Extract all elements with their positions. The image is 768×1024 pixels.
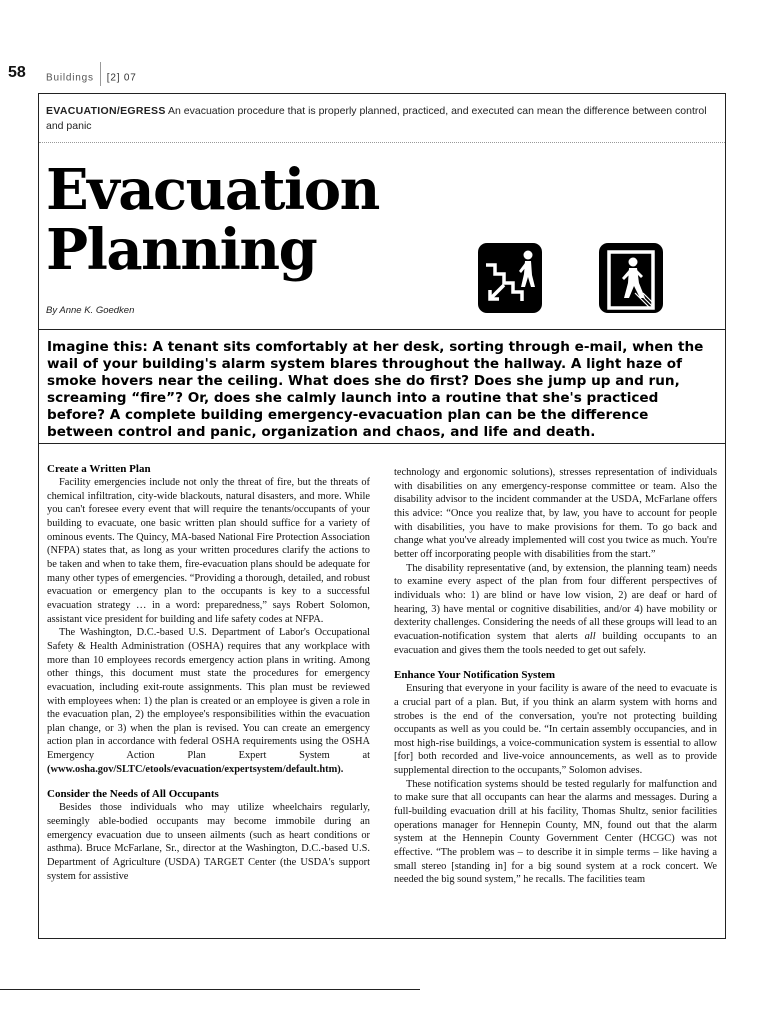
header-divider: [100, 62, 101, 86]
spacer: [394, 657, 717, 668]
intro-top-rule: [39, 329, 725, 330]
right-column: [394, 466, 717, 887]
paragraph: [394, 562, 717, 658]
paragraph: These notification systems should be tested regularly for malfunction and to make sure that all occupants can hear the alarms and messages. During a full-building evacuation drill at his facility, Thomas Shultz, senior facilities operations manager for Hennepin County, MN, found out that the alarm system at the Hennepin County Government Center (HCGC) was not effective. “The problem was – to describe it in simple terms – like having a small stereo [standing in] for a big sound system at a rock concert. We needed the big sound system,” he recalls. The facilities team: [394, 778, 717, 886]
emphasis: all: [584, 630, 596, 642]
title-line-1: Evacuation: [46, 157, 379, 223]
paragraph-text: building occupants to an evacuation and gives them the tools needed to get out safely.: [394, 630, 717, 656]
intro-paragraph: Imagine this: A tenant sits comfortably at her desk, sorting through e-mail, when the wail of your building's alarm system blares throughout the hallway. A light haze of smoke hovers near the ceiling. What does she do first? Does she jump up and run, screaming “fire”? Or, does she calmly launch into a routine that she's practiced before? A complete building emergency-evacuation plan can be the difference between control and panic, organization and chaos, and life and death.: [47, 339, 704, 440]
page-bottom-rule: [0, 989, 420, 990]
left-column: [47, 462, 370, 883]
article-deck: [46, 104, 714, 134]
paragraph-text: The disability representative (and, by extension, the planning team) needs to examine every aspect of the plan from four different perspectives of individuals who: 1) are blind or have low vision, 2) are deaf or hard of hearing, 3) have mental or cognitive disabilities, and/or 4) have mobility or dexterity challenges. Considering the needs of all these groups will lead to an evacuation-notification system that alerts: [394, 562, 717, 642]
article-title: [46, 157, 379, 283]
paragraph: Ensuring that everyone in your facility is aware of the need to evacuate is a crucial part of a plan. But, if you think an alarm system with horns and strobes is the end of the conversation, you're not protecting building occupants as well as you could be. “In certain assembly occupancies, and in most high-rise buildings, a voice-communication system is essential to allow [for] both recorded and live-voice announcements, as well as to provide supplemental direction to the occupants,” Solomon advises.: [394, 683, 717, 777]
paragraph: [47, 626, 370, 776]
page-number: 58: [8, 64, 26, 81]
title-line-2: Planning: [46, 217, 317, 283]
paragraph-text: The Washington, D.C.-based U.S. Department of Labor's Occupational Safety & Health Administration (OSHA) requires that any workplace with more than 10 employees records emergency action plans in writing. Among other things, this document must state the procedures for emergency evacuation, including exit-route assignments. This plan must be reviewed with employees when: 1) the plan is created or an employee is given a role in the evacuation plan, 2) the employee's responsibilities within the evacuation plan change, or 3) when the plan is revised. You can create an emergency action plan in accordance with federal OSHA requirements using the OSHA Emergency Action Plan Expert System at: [47, 627, 370, 762]
running-head: [46, 70, 137, 86]
issue-label: [2] 07: [106, 72, 137, 84]
section-tag: EVACUATION/EGRESS: [46, 105, 166, 117]
heading-enhance-notification: Enhance Your Notification System: [394, 669, 556, 682]
paragraph: Besides those individuals who may utilize wheelchairs regularly, seemingly able-bodied occupants may become immobile during an emergency evacuation due to unseen ailments (such as heart conditions or asthma). Bruce McFarlane, Sr., director at the Washington, D.C.-based U.S. Department of Agriculture (USDA) TARGET Center (the USDA's support system for assistive: [47, 802, 370, 882]
stairs-exit-icon: [478, 243, 542, 313]
heading-create-written-plan: Create a Written Plan: [47, 463, 151, 475]
body-top-rule: [39, 443, 725, 444]
byline: By Anne K. Goedken: [46, 305, 135, 316]
dotted-divider: [39, 142, 725, 143]
osha-url-link[interactable]: (www.osha.gov/SLTC/etools/evacuation/expertsystem/default.htm).: [47, 763, 344, 775]
deck-text: An evacuation procedure that is properly planned, practiced, and executed can mean the difference between control and panic: [46, 105, 707, 132]
spacer: [47, 776, 370, 787]
exit-door-icon: [599, 243, 663, 313]
paragraph: Facility emergencies include not only the threat of fire, but the threats of chemical infiltration, city-wide blackouts, natural disasters, and more. While you can't foresee every event that will require the tenants/occupants of your building to evacuate, one basic written plan should suffice for a variety of ominous events. The Quincy, MA-based National Fire Protection Association (NFPA) states that, as long as your written procedures clarify the actions to be taken and when to take them, fire-evacuation plans should be adequate for many other types of emergencies. “Providing a thorough, detailed, and robust evacuation or emergency plan to the occupants is key to a successful evacuation strategy … in a word: preparedness,” says Robert Solomon, assistant vice president for building and life safety codes at NFPA.: [47, 477, 370, 625]
paragraph: technology and ergonomic solutions), stresses representation of individuals with disabilities on any emergency-response committee or team. Also the disability advisor to the incident commander at the USDA, McFarlane offers this advice: “Once you realize that, by law, you have to account for people with disabilities, you have to make provisions for them. To go back and change what you've already implemented will cost you twice as much. You're better off incorporating people with disabilities from the start.”: [394, 467, 717, 560]
section-name: Buildings: [46, 72, 94, 84]
heading-consider-needs: Consider the Needs of All Occupants: [47, 788, 219, 801]
